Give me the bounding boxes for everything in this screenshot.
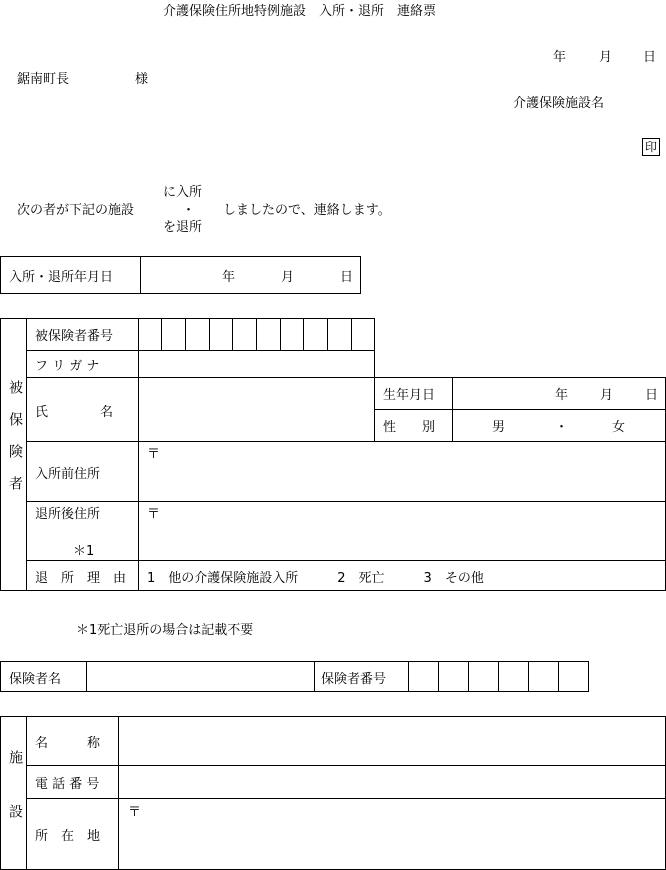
name-label: 氏 名 [35,405,114,420]
admission-year-label: 年 [222,270,236,285]
addressee-name: 鋸南町長 [17,72,70,87]
sex-label: 性 別 [383,420,436,435]
reason-options: 1 他の介護保険施設入所 2 死亡 3 その他 [147,571,484,586]
birth-month-label: 月 [600,388,614,403]
prev-address-postal-mark: 〒 [147,447,161,462]
after-address-postal-mark: 〒 [147,507,161,522]
insurer-number-label: 保険者番号 [321,672,387,687]
statement-suffix: しましたので、連絡します。 [223,203,391,218]
date-month-label: 月 [599,50,613,65]
statement-option-leave: を退所 [163,220,203,235]
form-title: 介護保険住所地特例施設 入所・退所 連絡票 [163,4,437,19]
seal-mark: 印 [642,138,660,156]
after-address-note: ＊1 [73,544,95,559]
facility-name-label: 介護保険施設名 [513,96,605,111]
admission-month-label: 月 [281,270,295,285]
facility-side-label: 施設 [7,750,23,858]
sex-male: 男 [492,420,506,435]
sex-separator: ・ [555,420,569,435]
birth-day-label: 日 [645,388,659,403]
facility-postal-mark: 〒 [128,805,142,820]
prev-address-label: 入所前住所 [35,467,101,482]
addressee-honorific: 様 [135,72,149,87]
statement-option-sep: ・ [182,203,196,218]
date-year-label: 年 [553,50,567,65]
birth-year-label: 年 [555,388,569,403]
insured-number-label: 被保険者番号 [35,329,114,344]
statement-option-admit: に入所 [163,185,203,200]
insured-side-label: 被保険者 [7,380,23,508]
insurer-name-label: 保険者名 [9,672,62,687]
facility-phone-label: 電 話 番 号 [35,777,100,792]
sex-female: 女 [612,420,626,435]
admission-day-label: 日 [340,270,354,285]
statement-prefix: 次の者が下記の施設 [17,203,135,218]
facility-name-row-label: 名 称 [35,736,101,751]
furigana-label: フ リ ガ ナ [35,359,100,374]
birth-date-label: 生年月日 [383,388,436,403]
facility-location-label: 所 在 地 [35,829,101,844]
admission-date-label: 入所・退所年月日 [9,270,114,285]
reason-label: 退 所 理 由 [35,571,127,586]
footnote: ＊1死亡退所の場合は記載不要 [76,623,254,638]
date-day-label: 日 [643,50,657,65]
after-address-label: 退所後住所 [35,507,101,522]
insurer-table [0,661,589,692]
